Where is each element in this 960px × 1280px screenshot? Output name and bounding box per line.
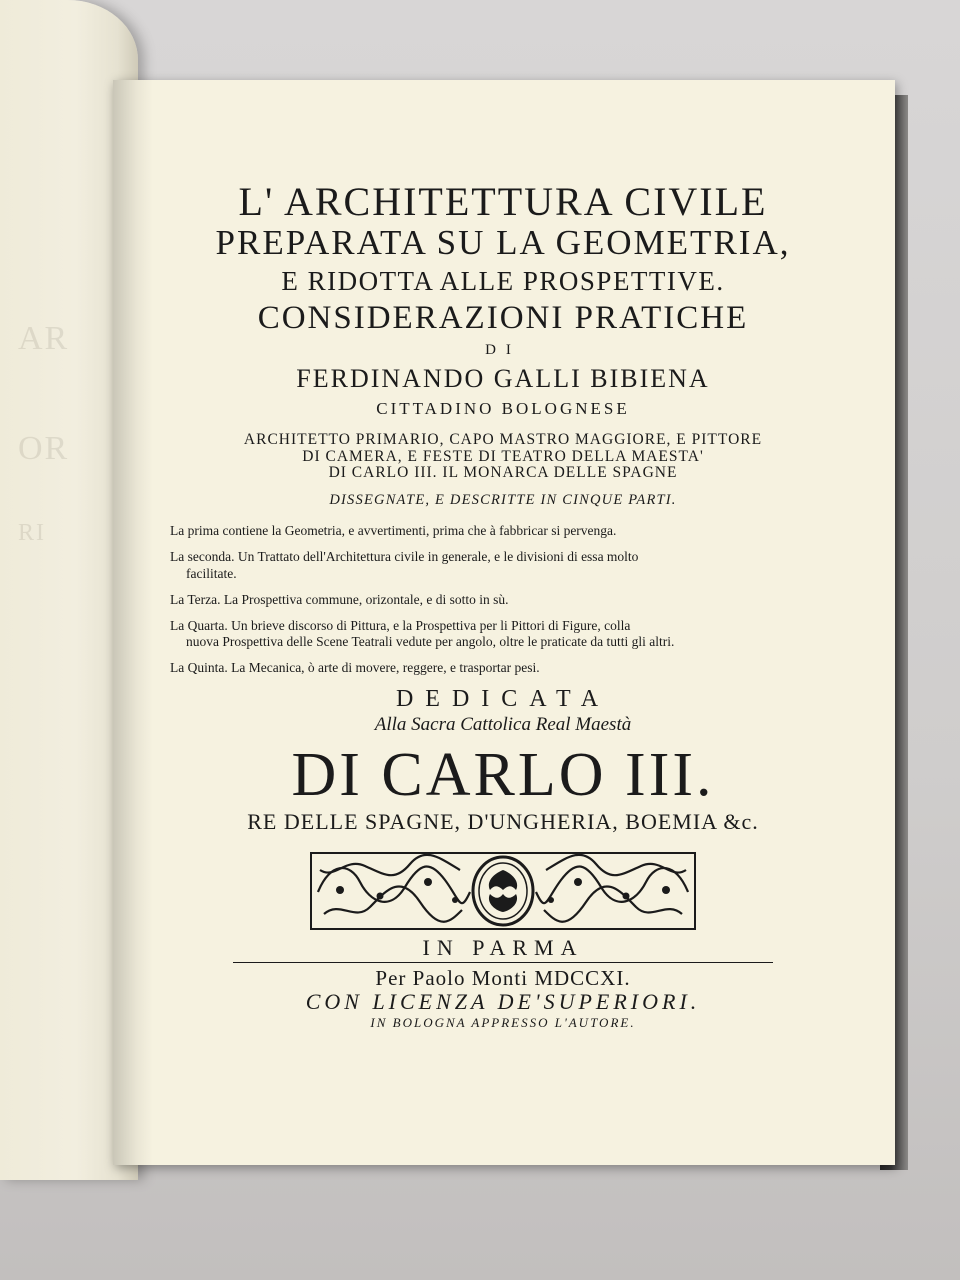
- parts-heading: DISSEGNATE, E DESCRITTE IN CINQUE PARTI.: [329, 492, 677, 509]
- part-text: La seconda. Un Trattato dell'Architettura civile in generale, e le divisioni di essa molto: [170, 548, 639, 564]
- imprint-bologna: IN BOLOGNA APPRESSO L'AUTORE.: [370, 1015, 636, 1031]
- page-gutter-shadow: [113, 80, 153, 1165]
- dedicatee-name: DI CARLO III.: [291, 741, 715, 810]
- dedicatee-titles: RE DELLE SPAGNE, D'UNGHERIA, BOEMIA &c.: [247, 808, 759, 834]
- part-item: [170, 549, 770, 583]
- parts-list: [170, 523, 770, 677]
- author-city: CITTADINO BOLOGNESE: [376, 398, 630, 418]
- imprint-licence: CON LICENZA DE'SUPERIORI.: [305, 989, 701, 1015]
- imprint-rule: [233, 962, 773, 963]
- left-page-bleed-through: AR: [18, 320, 70, 357]
- title-line-1: L' ARCHITETTURA CIVILE: [238, 179, 768, 224]
- part-text-continuation: nuova Prospettiva delle Scene Teatrali vedute per angolo, oltre le praticate da tutti gli altri.: [186, 634, 675, 650]
- part-item: [170, 618, 770, 652]
- part-item: [170, 592, 770, 609]
- title-page-content: [158, 180, 848, 1031]
- ornament-icon: [310, 852, 696, 930]
- author-role-line: DI CAMERA, E FESTE DI TEATRO DELLA MAESTA': [302, 447, 704, 465]
- author-name: FERDINANDO GALLI BIBIENA: [296, 363, 710, 393]
- part-item: [170, 523, 770, 540]
- author-role-line: DI CARLO III. IL MONARCA DELLE SPAGNE: [328, 463, 678, 481]
- part-text: La prima contiene la Geometria, e avvertimenti, prima che à fabbricar si pervenga.: [170, 523, 617, 538]
- title-line-2: PREPARATA SU LA GEOMETRIA,: [215, 223, 791, 262]
- dedication-heading: DEDICATA: [395, 686, 611, 713]
- imprint-printer: Per Paolo Monti MDCCXI.: [375, 965, 631, 990]
- dedication-subtitle: Alla Sacra Cattolica Real Maestà: [374, 713, 632, 735]
- title-line-4: CONSIDERAZIONI PRATICHE: [257, 300, 749, 337]
- part-text: La Quarta. Un brieve discorso di Pittura, e la Prospettiva per li Pittori di Figure, colla: [170, 617, 631, 633]
- part-text: La Terza. La Prospettiva commune, orizontale, e di sotto in sù.: [170, 591, 509, 607]
- author-role-line: ARCHITETTO PRIMARIO, CAPO MASTRO MAGGIORE, E PITTORE: [243, 431, 763, 449]
- part-item: [170, 660, 770, 677]
- left-page-bleed-through: OR: [18, 430, 70, 467]
- part-text: La Quinta. La Mecanica, ò arte di movere, reggere, e trasportar pesi.: [170, 660, 540, 676]
- title-line-3: E RIDOTTA ALLE PROSPETTIVE.: [281, 265, 725, 296]
- part-text-continuation: facilitate.: [186, 565, 237, 581]
- left-page-bleed-through: RI: [18, 520, 46, 546]
- by-word: DI: [485, 342, 521, 359]
- imprint-place: IN PARMA: [422, 934, 584, 960]
- title-page: [113, 80, 895, 1165]
